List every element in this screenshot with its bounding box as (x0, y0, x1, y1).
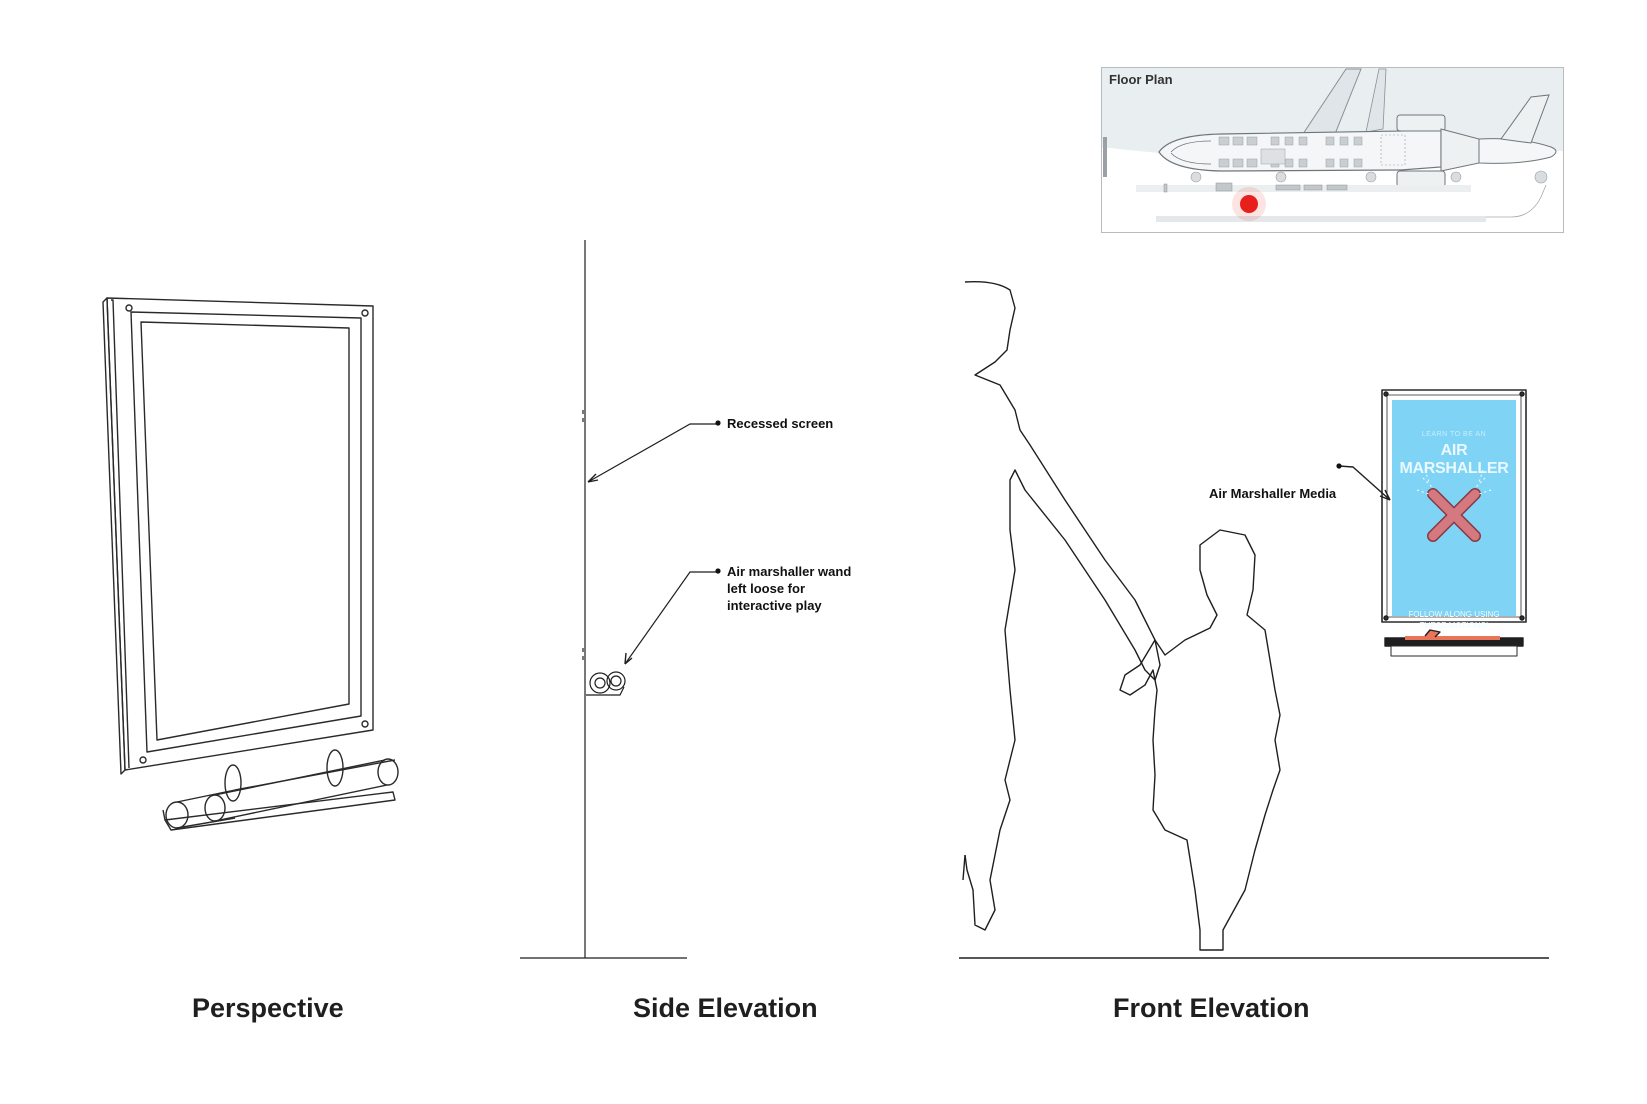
location-marker-icon (1232, 187, 1266, 221)
title-front-elevation: Front Elevation (1113, 993, 1310, 1023)
callout-recessed-screen: Recessed screen (727, 416, 834, 431)
screen-footer-line1: FOLLOW ALONG USING (1408, 610, 1500, 619)
callout-media: Air Marshaller Media (1209, 486, 1337, 501)
title-side-elevation: Side Elevation (633, 993, 818, 1023)
callout-wand: Air marshaller wand left loose for interactive play (727, 564, 852, 613)
floor-plan-map (1101, 67, 1564, 233)
side-elevation-drawing (520, 240, 720, 970)
screen-footer-line2: THESE MOTIONS! (1419, 621, 1489, 630)
leader-dot (1334, 461, 1344, 471)
adult-silhouette (965, 282, 1160, 930)
perspective-drawing (95, 290, 425, 860)
child-silhouette (1120, 530, 1280, 950)
leader-dot (713, 418, 723, 428)
screen-eyebrow: LEARN TO BE AN (1421, 431, 1487, 438)
screen-title: AIR MARSHALLER (1399, 442, 1509, 477)
floor-plan-label: Floor Plan (1109, 72, 1173, 87)
front-elevation-drawing (955, 270, 1565, 970)
title-perspective: Perspective (192, 993, 344, 1023)
leader-dot (713, 566, 723, 576)
